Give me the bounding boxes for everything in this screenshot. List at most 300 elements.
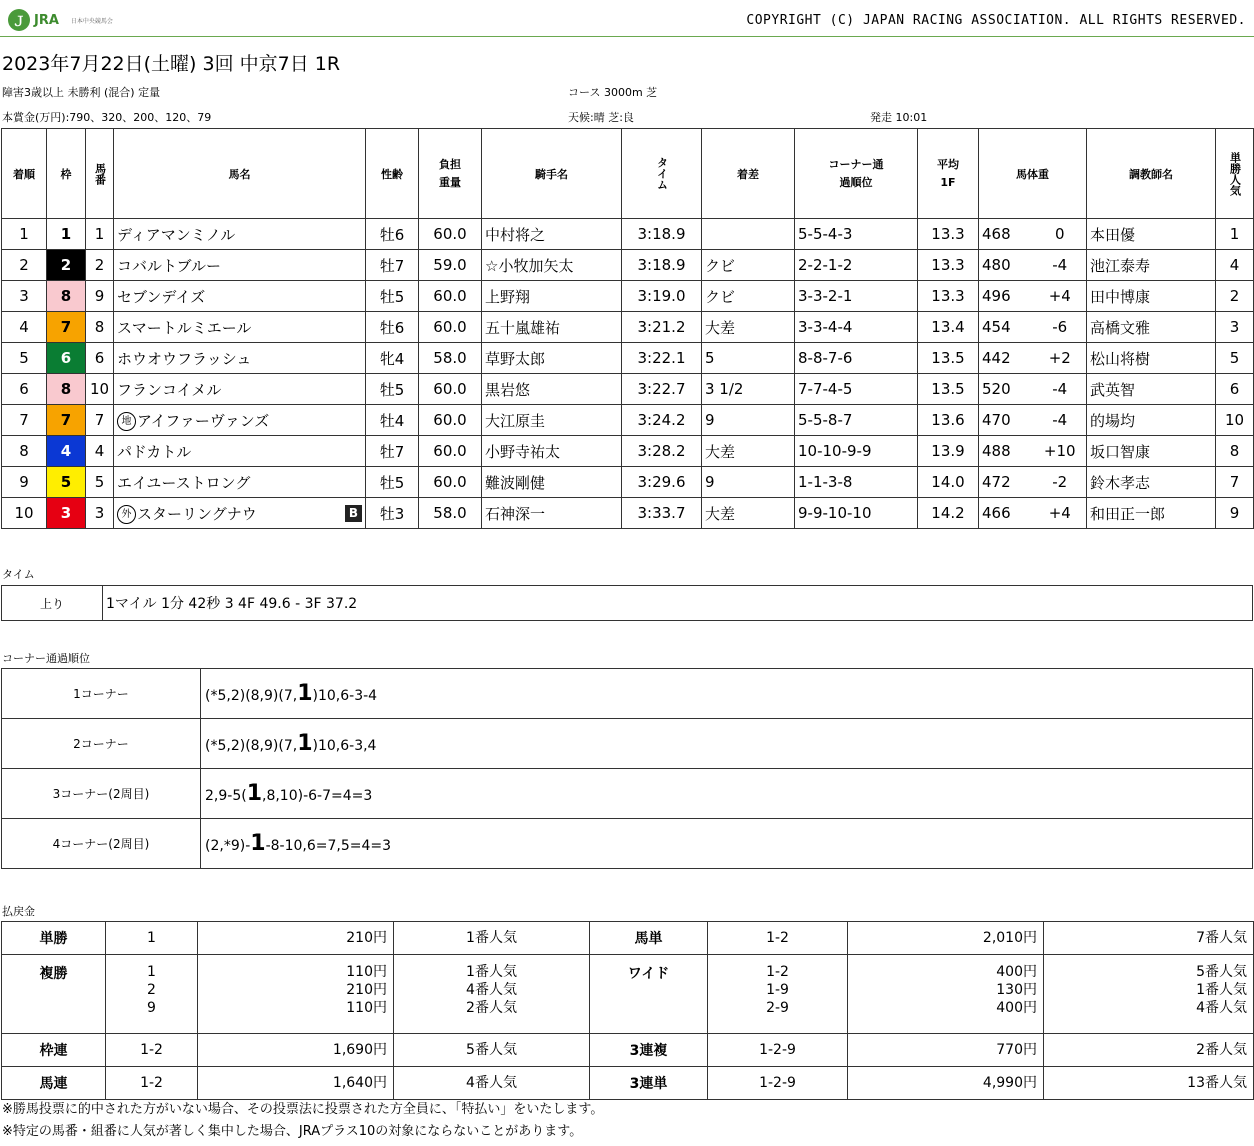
header-corner-label: コーナー通過順位 <box>828 157 884 189</box>
header-avg-label: 平均1F <box>937 157 959 189</box>
race-prize: 本賞金(万円):790、320、200、120、79 <box>2 111 212 124</box>
time-cell: 3:19.0 <box>622 281 702 312</box>
jockey-cell[interactable]: 中村将之 <box>482 219 622 250</box>
weight-cell: 60.0 <box>419 281 482 312</box>
popularity-left-line: 2番人気 <box>466 1000 517 1016</box>
payout-row <box>2 955 1254 1034</box>
payout-body <box>2 922 1254 1100</box>
result-row <box>2 467 1254 498</box>
result-row <box>2 219 1254 250</box>
payout-right-line: 2,010円 <box>982 930 1037 946</box>
trainer-cell[interactable]: 鈴木孝志 <box>1087 467 1216 498</box>
payout-left-line: 210円 <box>346 982 387 998</box>
weight-cell: 60.0 <box>419 436 482 467</box>
rank-cell: 1 <box>2 219 47 250</box>
time-cell: 3:18.9 <box>622 219 702 250</box>
weight-cell: 58.0 <box>419 498 482 529</box>
corner-cell: 1-1-3-8 <box>795 467 918 498</box>
sex-age-cell: 牡7 <box>366 436 419 467</box>
popularity-cell: 4 <box>1216 250 1254 281</box>
payout-left-line: 110円 <box>346 1000 387 1016</box>
horse-number-cell: 9 <box>86 281 114 312</box>
rank-cell: 9 <box>2 467 47 498</box>
corner-cell: 8-8-7-6 <box>795 343 918 374</box>
trainer-cell[interactable]: 武英智 <box>1087 374 1216 405</box>
popularity-right <box>1044 1067 1254 1100</box>
combo-left-line: 1 <box>147 964 156 980</box>
header-num-label: 馬番 <box>93 162 107 185</box>
popularity-left-line: 4番人気 <box>466 982 517 998</box>
combo-left <box>106 1034 198 1067</box>
margin-cell: クビ <box>702 250 795 281</box>
corner-row <box>2 769 1253 819</box>
horse-name-link[interactable]: アイファーヴァンズ <box>137 411 270 430</box>
rank-cell: 2 <box>2 250 47 281</box>
popularity-right <box>1044 922 1254 955</box>
combo-left <box>106 1067 198 1100</box>
horse-name-link[interactable]: コバルトブルー <box>117 256 221 275</box>
sex-age-cell: 牝4 <box>366 343 419 374</box>
popularity-cell: 7 <box>1216 467 1254 498</box>
rank-cell: 7 <box>2 405 47 436</box>
popularity-left-line: 1番人気 <box>466 964 517 980</box>
popularity-left <box>394 1067 590 1100</box>
jra-logo[interactable] <box>8 9 113 31</box>
popularity-right-line: 2番人気 <box>1196 1042 1247 1058</box>
header-divider <box>0 36 1254 37</box>
horse-name-link[interactable]: ホウオウフラッシュ <box>117 349 252 368</box>
bet-type-right: 馬単 <box>590 922 708 955</box>
bet-type-left: 馬連 <box>2 1067 106 1100</box>
waku-cell: 2 <box>47 250 86 281</box>
sex-age-cell: 牡5 <box>366 467 419 498</box>
margin-cell: クビ <box>702 281 795 312</box>
horse-number-cell: 4 <box>86 436 114 467</box>
time-section-title: タイム <box>2 568 35 581</box>
header-time-label: タイム <box>655 157 669 190</box>
race-condition: 障害3歳以上 未勝利 (混合) 定量 <box>2 86 161 99</box>
popularity-cell: 3 <box>1216 312 1254 343</box>
payout-left-line: 1,690円 <box>332 1042 387 1058</box>
avg-1f-cell: 13.3 <box>918 250 979 281</box>
horse-number-cell: 8 <box>86 312 114 343</box>
header-body-weight: 馬体重 <box>979 129 1087 219</box>
payout-left-line: 110円 <box>346 964 387 980</box>
time-cell: 3:21.2 <box>622 312 702 343</box>
avg-1f-cell: 13.5 <box>918 343 979 374</box>
corner-order-post: )10,6-3,4 <box>312 738 377 754</box>
corner-label: 3コーナー(2周目) <box>2 769 201 819</box>
header-trainer: 調教師名 <box>1087 129 1216 219</box>
bet-type-left: 単勝 <box>2 922 106 955</box>
weight-cell: 60.0 <box>419 374 482 405</box>
corner-cell: 3-3-4-4 <box>795 312 918 343</box>
body-weight-cell: 480 <box>979 250 1034 281</box>
jockey-cell[interactable]: 大江原圭 <box>482 405 622 436</box>
jockey-cell[interactable]: 石神深一 <box>482 498 622 529</box>
margin-cell: 大差 <box>702 312 795 343</box>
sex-age-cell: 牡6 <box>366 219 419 250</box>
body-weight-diff-cell: -6 <box>1034 312 1087 343</box>
payout-right <box>848 1067 1044 1100</box>
body-weight-cell: 488 <box>979 436 1034 467</box>
result-row <box>2 343 1254 374</box>
time-cell: 3:33.7 <box>622 498 702 529</box>
jockey-cell[interactable]: 五十嵐雄祐 <box>482 312 622 343</box>
payout-right-line: 400円 <box>996 1000 1037 1016</box>
popularity-cell: 6 <box>1216 374 1254 405</box>
header-num <box>86 129 114 219</box>
horse-name-cell[interactable] <box>114 312 366 343</box>
payout-right <box>848 955 1044 1034</box>
payout-right-line: 130円 <box>996 982 1037 998</box>
corner-table <box>1 668 1253 869</box>
horse-name-link[interactable]: スターリングナウ <box>137 504 257 523</box>
popularity-right <box>1044 1034 1254 1067</box>
header-time <box>622 129 702 219</box>
margin-cell: 3 1/2 <box>702 374 795 405</box>
avg-1f-cell: 13.9 <box>918 436 979 467</box>
time-label: 上り <box>2 586 103 621</box>
header-popularity <box>1216 129 1254 219</box>
corner-row <box>2 819 1253 869</box>
header-rank: 着順 <box>2 129 47 219</box>
waku-cell: 5 <box>47 467 86 498</box>
combo-right <box>708 955 848 1034</box>
corner-cell: 10-10-9-9 <box>795 436 918 467</box>
corner-label: 2コーナー <box>2 719 201 769</box>
corner-label: 4コーナー(2周目) <box>2 819 201 869</box>
horse-name-link[interactable]: スマートルミエール <box>117 318 252 337</box>
time-row <box>2 586 1253 621</box>
horse-name-cell[interactable] <box>114 498 366 529</box>
trainer-cell[interactable]: 池江泰寿 <box>1087 250 1216 281</box>
body-weight-diff-cell: 0 <box>1034 219 1087 250</box>
corner-order-winner: 1 <box>297 681 313 706</box>
sex-age-cell: 牡5 <box>366 374 419 405</box>
popularity-left <box>394 1034 590 1067</box>
corner-order-winner: 1 <box>250 831 266 856</box>
popularity-left-line: 5番人気 <box>466 1042 517 1058</box>
popularity-cell: 1 <box>1216 219 1254 250</box>
corner-order-pre: (*5,2)(8,9)(7, <box>205 688 298 704</box>
popularity-cell: 8 <box>1216 436 1254 467</box>
horse-name-cell[interactable] <box>114 405 366 436</box>
trainer-cell[interactable]: 和田正一郎 <box>1087 498 1216 529</box>
header-waku: 枠 <box>47 129 86 219</box>
payout-section-title: 払戻金 <box>2 905 35 918</box>
margin-cell <box>702 219 795 250</box>
payout-right-line: 770円 <box>996 1042 1037 1058</box>
combo-left-line: 2 <box>147 982 156 998</box>
avg-1f-cell: 14.2 <box>918 498 979 529</box>
rank-cell: 10 <box>2 498 47 529</box>
rank-cell: 4 <box>2 312 47 343</box>
note-tokubarai: ※勝馬投票に的中された方がいない場合、その投票法に投票された方全員に、「特払い」をいたします。 <box>2 1102 604 1117</box>
corner-cell: 5-5-4-3 <box>795 219 918 250</box>
combo-right-line: 2-9 <box>766 1000 789 1016</box>
jockey-cell[interactable]: 黒岩悠 <box>482 374 622 405</box>
corner-order-winner: 1 <box>297 731 313 756</box>
corner-cell: 5-5-8-7 <box>795 405 918 436</box>
horse-number-cell: 2 <box>86 250 114 281</box>
header-popularity-label: 単勝人気 <box>1228 151 1242 196</box>
popularity-right-line: 13番人気 <box>1187 1075 1247 1091</box>
payout-left <box>198 1067 394 1100</box>
body-weight-diff-cell: +4 <box>1034 498 1087 529</box>
payout-left-line: 1,640円 <box>332 1075 387 1091</box>
corner-row <box>2 719 1253 769</box>
corner-cell: 2-2-1-2 <box>795 250 918 281</box>
corner-label: 1コーナー <box>2 669 201 719</box>
race-start-time: 発走 10:01 <box>870 111 928 124</box>
body-weight-diff-cell: -2 <box>1034 467 1087 498</box>
horse-name-link[interactable]: セブンデイズ <box>117 287 206 306</box>
trainer-cell[interactable]: 的場均 <box>1087 405 1216 436</box>
body-weight-cell: 496 <box>979 281 1034 312</box>
horse-number-cell: 1 <box>86 219 114 250</box>
combo-right-line: 1-9 <box>766 982 789 998</box>
header-avg <box>918 129 979 219</box>
jockey-cell[interactable]: ☆小牧加矢太 <box>482 250 622 281</box>
bet-type-right: 3連単 <box>590 1067 708 1100</box>
combo-right <box>708 922 848 955</box>
trainer-cell[interactable]: 坂口智康 <box>1087 436 1216 467</box>
payout-right-line: 4,990円 <box>982 1075 1037 1091</box>
corner-row <box>2 669 1253 719</box>
payout-right <box>848 922 1044 955</box>
avg-1f-cell: 13.3 <box>918 281 979 312</box>
origin-mark-icon: 地 <box>117 412 136 431</box>
horse-name-cell[interactable] <box>114 343 366 374</box>
popularity-left-line: 4番人気 <box>466 1075 517 1091</box>
logo-text: JRA <box>34 12 59 28</box>
popularity-right-line: 7番人気 <box>1196 930 1247 946</box>
result-row <box>2 498 1254 529</box>
avg-1f-cell: 14.0 <box>918 467 979 498</box>
time-cell: 3:28.2 <box>622 436 702 467</box>
time-cell: 3:24.2 <box>622 405 702 436</box>
body-weight-diff-cell: +2 <box>1034 343 1087 374</box>
avg-1f-cell: 13.6 <box>918 405 979 436</box>
corner-order-pre: (2,*9)- <box>205 838 251 854</box>
corner-order-winner: 1 <box>246 781 262 806</box>
header-corner <box>795 129 918 219</box>
corner-body <box>2 669 1253 869</box>
sex-age-cell: 牡6 <box>366 312 419 343</box>
trainer-cell[interactable]: 田中博康 <box>1087 281 1216 312</box>
popularity-right <box>1044 955 1254 1034</box>
header-sex-age: 性齢 <box>366 129 419 219</box>
sex-age-cell: 牡4 <box>366 405 419 436</box>
jockey-cell[interactable]: 難波剛健 <box>482 467 622 498</box>
results-header-row <box>2 129 1254 219</box>
blinker-icon: B <box>345 505 362 522</box>
horse-number-cell: 10 <box>86 374 114 405</box>
body-weight-diff-cell: -4 <box>1034 405 1087 436</box>
corner-order <box>201 669 1253 719</box>
bet-type-left: 複勝 <box>2 955 106 1034</box>
waku-cell: 1 <box>47 219 86 250</box>
popularity-cell: 10 <box>1216 405 1254 436</box>
copyright-text: COPYRIGHT (C) JAPAN RACING ASSOCIATION. ALL RIGHTS RESERVED. <box>746 13 1246 28</box>
horse-number-cell: 6 <box>86 343 114 374</box>
popularity-left-line: 1番人気 <box>466 930 517 946</box>
corner-order-post: )10,6-3-4 <box>312 688 378 704</box>
trainer-cell[interactable]: 本田優 <box>1087 219 1216 250</box>
combo-right-line: 1-2 <box>766 930 789 946</box>
jockey-cell[interactable]: 草野太郎 <box>482 343 622 374</box>
waku-cell: 8 <box>47 281 86 312</box>
body-weight-cell: 454 <box>979 312 1034 343</box>
time-cell: 3:18.9 <box>622 250 702 281</box>
popularity-cell: 2 <box>1216 281 1254 312</box>
body-weight-cell: 442 <box>979 343 1034 374</box>
body-weight-diff-cell: -4 <box>1034 250 1087 281</box>
header-weight <box>419 129 482 219</box>
body-weight-cell: 466 <box>979 498 1034 529</box>
body-weight-diff-cell: +10 <box>1034 436 1087 467</box>
combo-left-line: 9 <box>147 1000 156 1016</box>
combo-right-line: 1-2-9 <box>759 1075 796 1091</box>
corner-order-post: -8-10,6=7,5=4=3 <box>265 838 392 854</box>
horse-name-cell[interactable] <box>114 374 366 405</box>
horse-number-cell: 7 <box>86 405 114 436</box>
result-row <box>2 281 1254 312</box>
results-body <box>2 219 1254 529</box>
corner-order <box>201 819 1253 869</box>
avg-1f-cell: 13.3 <box>918 219 979 250</box>
payout-left-line: 210円 <box>346 930 387 946</box>
logo-subtext: 日本中央競馬会 <box>70 17 113 25</box>
race-title: 2023年7月22日(土曜) 3回 中京7日 1R <box>2 53 341 75</box>
time-cell: 3:22.1 <box>622 343 702 374</box>
result-row <box>2 250 1254 281</box>
waku-cell: 6 <box>47 343 86 374</box>
horse-number-cell: 5 <box>86 467 114 498</box>
corner-section-title: コーナー通過順位 <box>2 652 90 665</box>
results-table <box>1 128 1254 529</box>
rank-cell: 5 <box>2 343 47 374</box>
body-weight-cell: 468 <box>979 219 1034 250</box>
payout-left <box>198 955 394 1034</box>
waku-cell: 3 <box>47 498 86 529</box>
body-weight-diff-cell: +4 <box>1034 281 1087 312</box>
bet-type-right: ワイド <box>590 955 708 1034</box>
corner-order-pre: 2,9-5( <box>205 788 247 804</box>
rank-cell: 6 <box>2 374 47 405</box>
payout-row <box>2 922 1254 955</box>
waku-cell: 4 <box>47 436 86 467</box>
popularity-cell: 5 <box>1216 343 1254 374</box>
rank-cell: 3 <box>2 281 47 312</box>
horse-name-link[interactable]: ディアマンミノル <box>117 225 236 244</box>
weight-cell: 60.0 <box>419 467 482 498</box>
combo-right-line: 1-2-9 <box>759 1042 796 1058</box>
jockey-cell[interactable]: 上野翔 <box>482 281 622 312</box>
sex-age-cell: 牡7 <box>366 250 419 281</box>
bet-type-right: 3連複 <box>590 1034 708 1067</box>
avg-1f-cell: 13.4 <box>918 312 979 343</box>
horse-name-cell[interactable] <box>114 281 366 312</box>
combo-left-line: 1-2 <box>140 1075 163 1091</box>
horse-number-cell: 3 <box>86 498 114 529</box>
payout-left <box>198 922 394 955</box>
margin-cell: 大差 <box>702 498 795 529</box>
horse-name-cell[interactable] <box>114 467 366 498</box>
payout-left <box>198 1034 394 1067</box>
payout-table <box>1 921 1254 1100</box>
bet-type-left: 枠連 <box>2 1034 106 1067</box>
body-weight-cell: 470 <box>979 405 1034 436</box>
combo-left-line: 1-2 <box>140 1042 163 1058</box>
avg-1f-cell: 13.5 <box>918 374 979 405</box>
popularity-right-line: 4番人気 <box>1196 1000 1247 1016</box>
result-row <box>2 374 1254 405</box>
rank-cell: 8 <box>2 436 47 467</box>
jockey-cell[interactable]: 小野寺祐太 <box>482 436 622 467</box>
popularity-left <box>394 955 590 1034</box>
body-weight-diff-cell: -4 <box>1034 374 1087 405</box>
corner-order <box>201 719 1253 769</box>
margin-cell: 9 <box>702 467 795 498</box>
sex-age-cell: 牡5 <box>366 281 419 312</box>
jra-logo-icon: Ｊ <box>8 9 30 31</box>
horse-name-link[interactable]: パドカトル <box>117 442 192 461</box>
combo-left <box>106 922 198 955</box>
horse-name-cell[interactable] <box>114 219 366 250</box>
margin-cell: 5 <box>702 343 795 374</box>
weight-cell: 60.0 <box>419 312 482 343</box>
weight-cell: 60.0 <box>419 219 482 250</box>
horse-name-link[interactable]: フランコイメル <box>117 380 222 399</box>
race-weather: 天候:晴 芝:良 <box>568 111 634 124</box>
combo-right <box>708 1067 848 1100</box>
combo-left <box>106 955 198 1034</box>
popularity-cell: 9 <box>1216 498 1254 529</box>
combo-right-line: 1-2 <box>766 964 789 980</box>
horse-name-link[interactable]: エイユーストロング <box>117 473 251 492</box>
result-row <box>2 312 1254 343</box>
weight-cell: 60.0 <box>419 405 482 436</box>
corner-cell: 3-3-2-1 <box>795 281 918 312</box>
weight-cell: 58.0 <box>419 343 482 374</box>
sex-age-cell: 牡3 <box>366 498 419 529</box>
payout-right <box>848 1034 1044 1067</box>
popularity-right-line: 1番人気 <box>1196 982 1247 998</box>
body-weight-cell: 472 <box>979 467 1034 498</box>
horse-name-cell[interactable] <box>114 436 366 467</box>
corner-order-pre: (*5,2)(8,9)(7, <box>205 738 298 754</box>
origin-mark-icon: 外 <box>117 505 136 524</box>
corner-cell: 7-7-4-5 <box>795 374 918 405</box>
trainer-cell[interactable]: 高橋文雅 <box>1087 312 1216 343</box>
waku-cell: 7 <box>47 405 86 436</box>
margin-cell: 大差 <box>702 436 795 467</box>
time-table <box>1 585 1253 621</box>
weight-cell: 59.0 <box>419 250 482 281</box>
combo-right <box>708 1034 848 1067</box>
corner-order <box>201 769 1253 819</box>
trainer-cell[interactable]: 松山将樹 <box>1087 343 1216 374</box>
horse-name-cell[interactable] <box>114 250 366 281</box>
header-horse-name: 馬名 <box>114 129 366 219</box>
waku-cell: 8 <box>47 374 86 405</box>
header-jockey: 騎手名 <box>482 129 622 219</box>
time-cell: 3:22.7 <box>622 374 702 405</box>
result-row <box>2 405 1254 436</box>
payout-right-line: 400円 <box>996 964 1037 980</box>
